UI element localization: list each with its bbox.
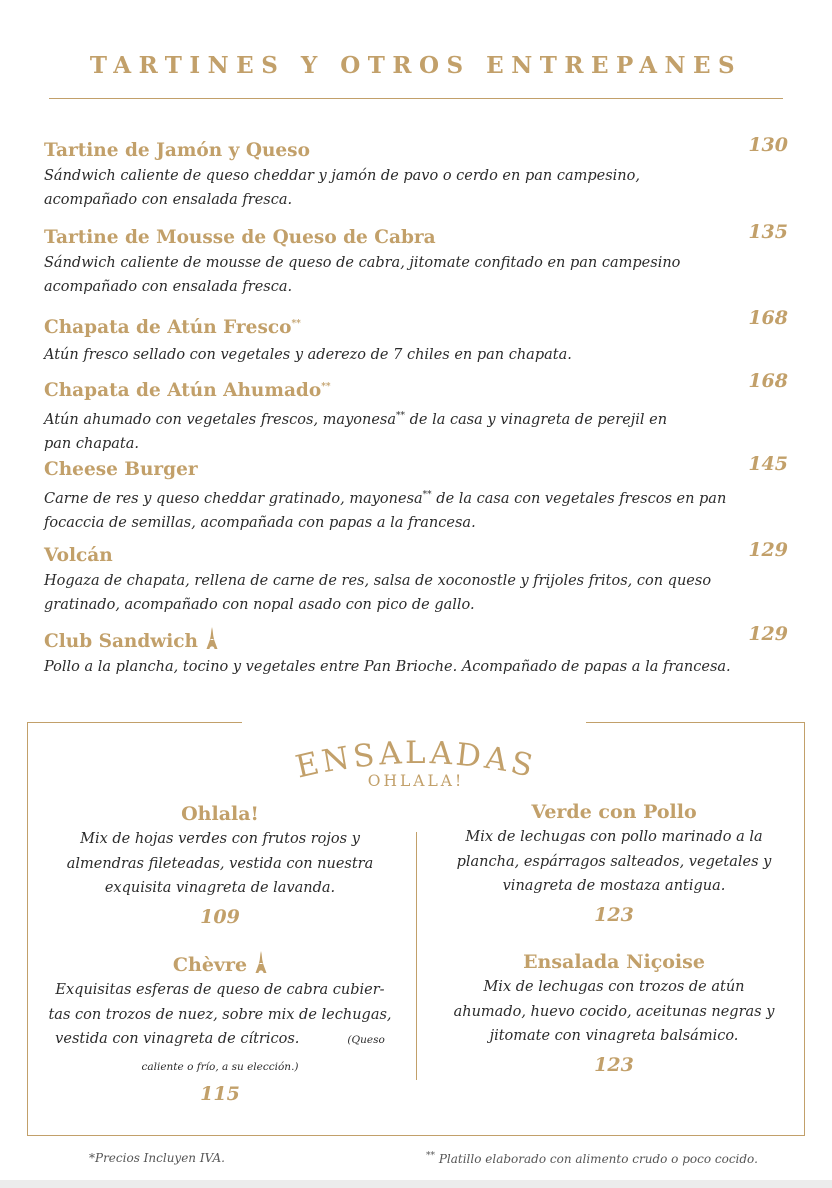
item-price: 145 xyxy=(748,453,788,475)
item-name-text: Chapata de Atún Fresco xyxy=(44,317,292,339)
salad-description: Mix de lechugas con pollo marinado a la plancha, espárragos salteados, vegetales y vinagreta de mostaza antigua. xyxy=(456,829,772,894)
desc-line: pan chapata. xyxy=(44,435,139,452)
salad-name: Verde con Pollo xyxy=(531,801,697,823)
column-divider xyxy=(416,832,417,1080)
eiffel-tower-icon xyxy=(255,951,267,973)
desc-line: Sándwich caliente de mousse de queso de cabra, jitomate confitado en pan campesino xyxy=(44,255,681,271)
salad-item xyxy=(42,801,398,928)
menu-item xyxy=(44,453,788,535)
desc-line: focaccia de semillas, acompañada con papas a la francesa. xyxy=(44,514,476,531)
footer-price-note: *Precios Incluyen IVA. xyxy=(89,1151,225,1165)
section-title: TARTINES Y OTROS ENTREPANES xyxy=(89,52,743,79)
item-description xyxy=(44,404,749,456)
salad-name: Ensalada Niçoise xyxy=(523,951,705,973)
item-price: 168 xyxy=(748,370,788,392)
desc-line: Atún ahumado con vegetales frescos, mayonesa** de la casa y vinagreta de perejil en xyxy=(44,411,668,428)
salad-price: 123 xyxy=(594,903,634,926)
raw-food-mark: ** xyxy=(291,319,301,329)
desc-line: Hogaza de chapata, rellena de carne de res, salsa de xoconostle y frijoles fritos, con queso xyxy=(44,573,712,589)
bottom-strip xyxy=(0,1180,832,1188)
item-name-text: Club Sandwich xyxy=(44,631,198,652)
salad-item xyxy=(432,949,796,1076)
item-description xyxy=(44,483,749,535)
menu-item xyxy=(44,221,788,299)
desc-line: Carne de res y queso cheddar gratinado, mayonesa** de la casa con vegetales frescos en pan xyxy=(44,490,727,507)
item-name: Volcán xyxy=(44,545,113,566)
item-name: Tartine de Jamón y Queso xyxy=(44,140,310,161)
salad-name: Chèvre xyxy=(42,951,398,978)
item-description xyxy=(44,343,749,367)
desc-line: gratinado, acompañado con nopal asado con pico de gallo. xyxy=(44,597,475,613)
salad-item xyxy=(42,951,398,1105)
salad-item xyxy=(432,799,796,926)
desc-line: acompañado con ensalada fresca. xyxy=(44,279,293,295)
salad-name: Ohlala! xyxy=(181,803,259,825)
eiffel-tower-icon xyxy=(206,627,218,649)
item-price: 130 xyxy=(748,134,788,156)
item-description xyxy=(44,251,749,299)
item-price: 135 xyxy=(748,221,788,243)
menu-item xyxy=(44,539,788,617)
item-name-text: Chapata de Atún Ahumado xyxy=(44,380,322,402)
desc-line: Sándwich caliente de queso cheddar y jamón de pavo o cerdo en pan campesino, xyxy=(44,168,640,184)
item-description xyxy=(44,655,788,679)
item-price: 168 xyxy=(748,307,788,329)
desc-line: Pollo a la plancha, tocino y vegetales entre Pan Brioche. Acompañado de papas a la francesa. xyxy=(44,659,731,675)
salad-description: Exquisitas esferas de queso de cabra cubier- tas con trozos de nuez, sobre mix de lechugas, vestida con vinagreta de cítricos. (Queso caliente o frío, a su elección.) xyxy=(48,982,392,1073)
salad-description: Mix de hojas verdes con frutos rojos y almendras fileteadas, vestida con nuestra exquisita vinagreta de lavanda. xyxy=(66,831,374,896)
menu-item xyxy=(44,134,788,212)
salads-title: ENSALADAS xyxy=(291,735,541,786)
item-description xyxy=(44,569,749,617)
item-name: Cheese Burger xyxy=(44,459,198,480)
desc-line: acompañado con ensalada fresca. xyxy=(44,192,293,208)
title-divider xyxy=(49,98,783,99)
item-name: Tartine de Mousse de Queso de Cabra xyxy=(44,227,436,248)
item-name xyxy=(44,311,788,341)
item-name xyxy=(44,374,788,404)
item-name xyxy=(44,627,788,655)
salad-price: 115 xyxy=(200,1083,240,1105)
salad-price: 109 xyxy=(200,905,240,928)
item-price: 129 xyxy=(748,539,788,561)
raw-food-mark: ** xyxy=(321,382,331,392)
item-price: 129 xyxy=(748,623,788,645)
footer-raw-note: ** Platillo elaborado con alimento crudo o poco cocido. xyxy=(426,1151,758,1166)
menu-item xyxy=(44,370,788,456)
item-description xyxy=(44,164,749,212)
menu-item xyxy=(44,307,788,367)
salad-description: Mix de lechugas con trozos de atún ahumado, huevo cocido, aceitunas negras y jitomate con vinagreta balsámico. xyxy=(453,979,775,1044)
menu-item xyxy=(44,623,788,679)
desc-line: Atún fresco sellado con vegetales y aderezo de 7 chiles en pan chapata. xyxy=(44,347,572,364)
salad-price: 123 xyxy=(594,1053,634,1076)
salads-subtitle: OHLALA! xyxy=(367,772,465,790)
